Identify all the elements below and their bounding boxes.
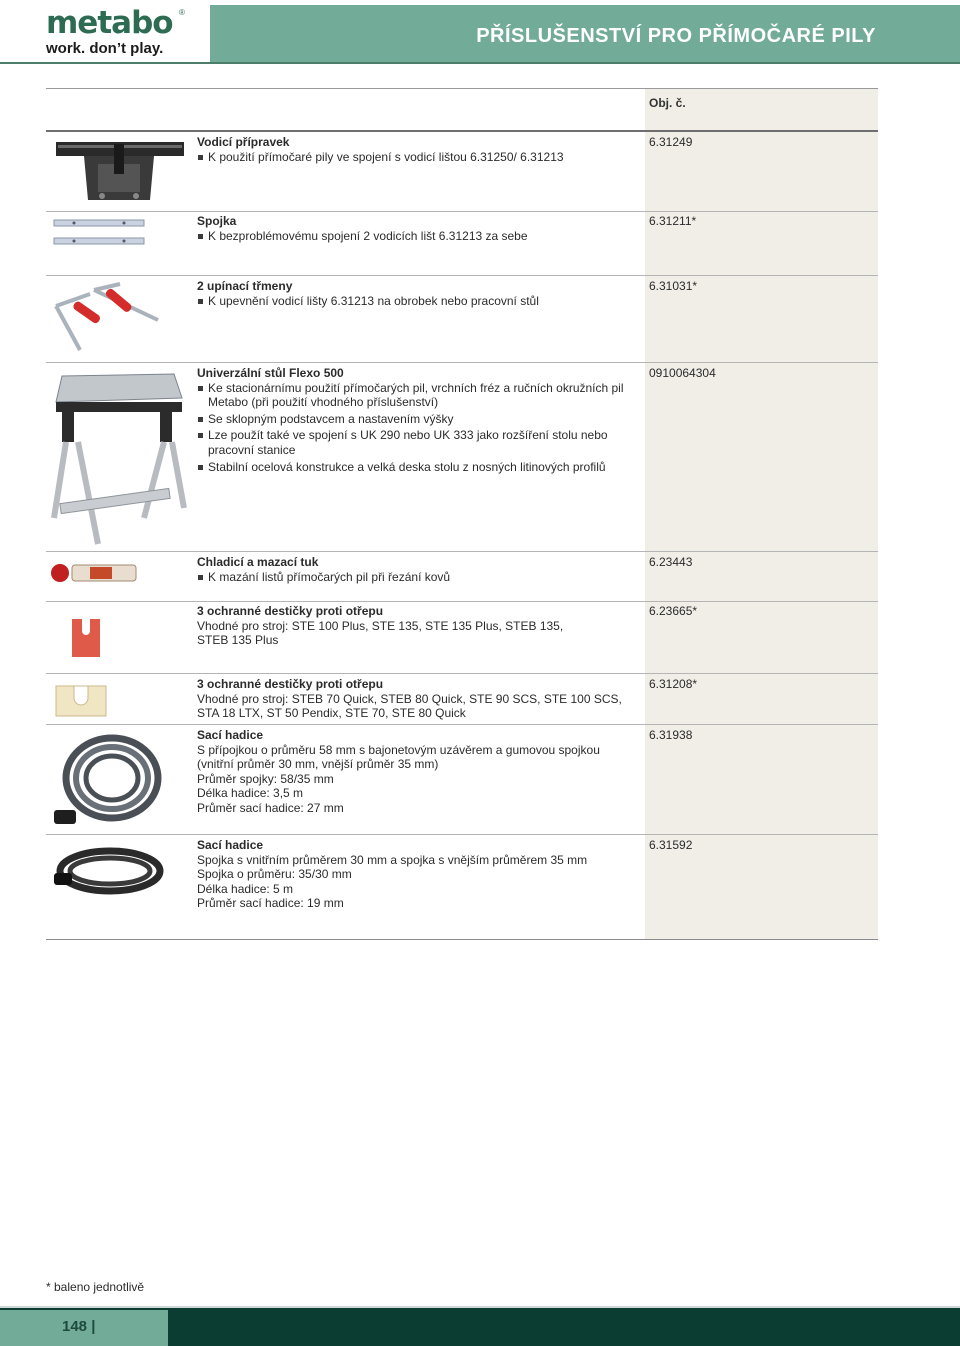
footnote: * baleno jednotlivě <box>46 1280 145 1294</box>
product-name: 3 ochranné destičky proti otřepu <box>197 604 384 618</box>
title-band <box>210 5 960 62</box>
order-number: 6.31938 <box>649 728 693 742</box>
product-detail-line: Délka hadice: 5 m <box>197 881 294 896</box>
connector-image <box>52 218 146 248</box>
table-header-rule <box>46 130 878 132</box>
product-description <box>197 604 642 648</box>
product-description <box>197 279 642 308</box>
product-name: 2 upínací třmeny <box>197 279 293 293</box>
product-description <box>197 677 642 721</box>
order-number: 6.31031* <box>649 279 698 293</box>
product-detail-line: (vnitřní průměr 30 mm, vnější průměr 35 mm) <box>197 757 439 772</box>
product-name: Chladicí a mazací tuk <box>197 555 319 569</box>
product-detail-line: Spojka s vnitřním průměrem 30 mm a spojka s vnějším průměrem 35 mm <box>197 852 588 867</box>
product-description <box>197 214 642 243</box>
product-detail-line: Průměr sací hadice: 19 mm <box>197 896 344 911</box>
product-detail-line: Vhodné pro stroj: STE 100 Plus, STE 135, STE 135 Plus, STEB 135, <box>197 618 564 633</box>
page-title: PŘÍSLUŠENSTVÍ PRO PŘÍMOČARÉ PILY <box>476 25 876 47</box>
order-number: 6.31211* <box>649 214 697 228</box>
feature-bullet: K upevnění vodicí lišty 6.31213 na obrobek nebo pracovní stůl <box>197 294 642 309</box>
feature-bullet: Ke stacionárnímu použití přímočarých pil, vrchních fréz a ručních okružních pil Metabo (při použití vhodného příslušenství) <box>197 381 642 410</box>
product-description <box>197 728 642 816</box>
product-description <box>197 135 642 164</box>
header-divider <box>0 62 960 64</box>
feature-bullet: Lze použít také ve spojení s UK 290 nebo UK 333 jako rozšíření stolu nebo pracovní stanice <box>197 428 642 457</box>
product-name: Univerzální stůl Flexo 500 <box>197 366 344 380</box>
product-detail-line: Vhodné pro stroj: STEB 70 Quick, STEB 80 Quick, STE 90 SCS, STE 100 SCS, <box>197 691 622 706</box>
table-bottom-rule <box>46 939 878 940</box>
row-divider <box>46 362 878 363</box>
row-divider <box>46 601 878 602</box>
flexo-table-image <box>48 368 188 548</box>
row-divider <box>46 275 878 276</box>
order-number: 6.31249 <box>649 135 693 149</box>
product-name: Spojka <box>197 214 237 228</box>
product-description <box>197 555 642 584</box>
registered-mark: ® <box>179 8 185 17</box>
guide-adapter-image <box>54 140 186 204</box>
feature-bullet: K mazání listů přímočarých pil při řezání kovů <box>197 570 642 585</box>
logo-tagline: work. don’t play. <box>46 40 164 57</box>
splinter-guard-clear-image <box>54 682 108 720</box>
product-detail-line: STEB 135 Plus <box>197 633 279 648</box>
row-divider <box>46 551 878 552</box>
product-detail-line: Spojka o průměru: 35/30 mm <box>197 867 352 882</box>
page-number: 148 | <box>62 1318 96 1335</box>
order-number: 6.23665* <box>649 604 698 618</box>
order-number: 0910064304 <box>649 366 716 380</box>
feature-bullet: K použití přímočaré pily ve spojení s vodicí lištou 6.31250/ 6.31213 <box>197 150 642 165</box>
order-number: 6.31208* <box>649 677 698 691</box>
product-name: Sací hadice <box>197 838 264 852</box>
product-detail-line: S přípojkou o průměru 58 mm s bajonetovým uzávěrem a gumovou spojkou <box>197 742 600 757</box>
clamps-image <box>50 282 166 354</box>
logo-wordmark: metabo <box>46 5 173 41</box>
table-top-rule <box>46 88 878 89</box>
row-divider <box>46 834 878 835</box>
product-name: 3 ochranné destičky proti otřepu <box>197 677 384 691</box>
product-detail-line: Průměr sací hadice: 27 mm <box>197 800 344 815</box>
order-number: 6.31592 <box>649 838 693 852</box>
product-description <box>197 838 642 911</box>
product-name: Sací hadice <box>197 728 264 742</box>
splinter-guard-red-image <box>70 617 102 659</box>
suction-hose-image <box>52 843 164 901</box>
product-description <box>197 366 642 474</box>
row-divider <box>46 211 878 212</box>
cooling-grease-image <box>50 562 138 584</box>
product-detail-line: Délka hadice: 3,5 m <box>197 786 304 801</box>
order-number-header: Obj. č. <box>649 96 686 110</box>
product-detail-line: Průměr spojky: 58/35 mm <box>197 771 334 786</box>
order-number: 6.23443 <box>649 555 693 569</box>
feature-bullet: Se sklopným podstavcem a nastavením výšky <box>197 412 642 427</box>
feature-bullet: K bezproblémovému spojení 2 vodicích lišt 6.31213 za sebe <box>197 229 642 244</box>
row-divider <box>46 673 878 674</box>
product-name: Vodicí přípravek <box>197 135 290 149</box>
logo <box>0 0 210 62</box>
page-header <box>0 0 960 64</box>
feature-bullet: Stabilní ocelová konstrukce a velká deska stolu z nosných litinových profilů <box>197 460 642 475</box>
suction-hose-coiled-image <box>50 730 164 830</box>
product-detail-line: STA 18 LTX, ST 50 Pendix, STE 70, STE 80 Quick <box>197 706 466 721</box>
row-divider <box>46 724 878 725</box>
